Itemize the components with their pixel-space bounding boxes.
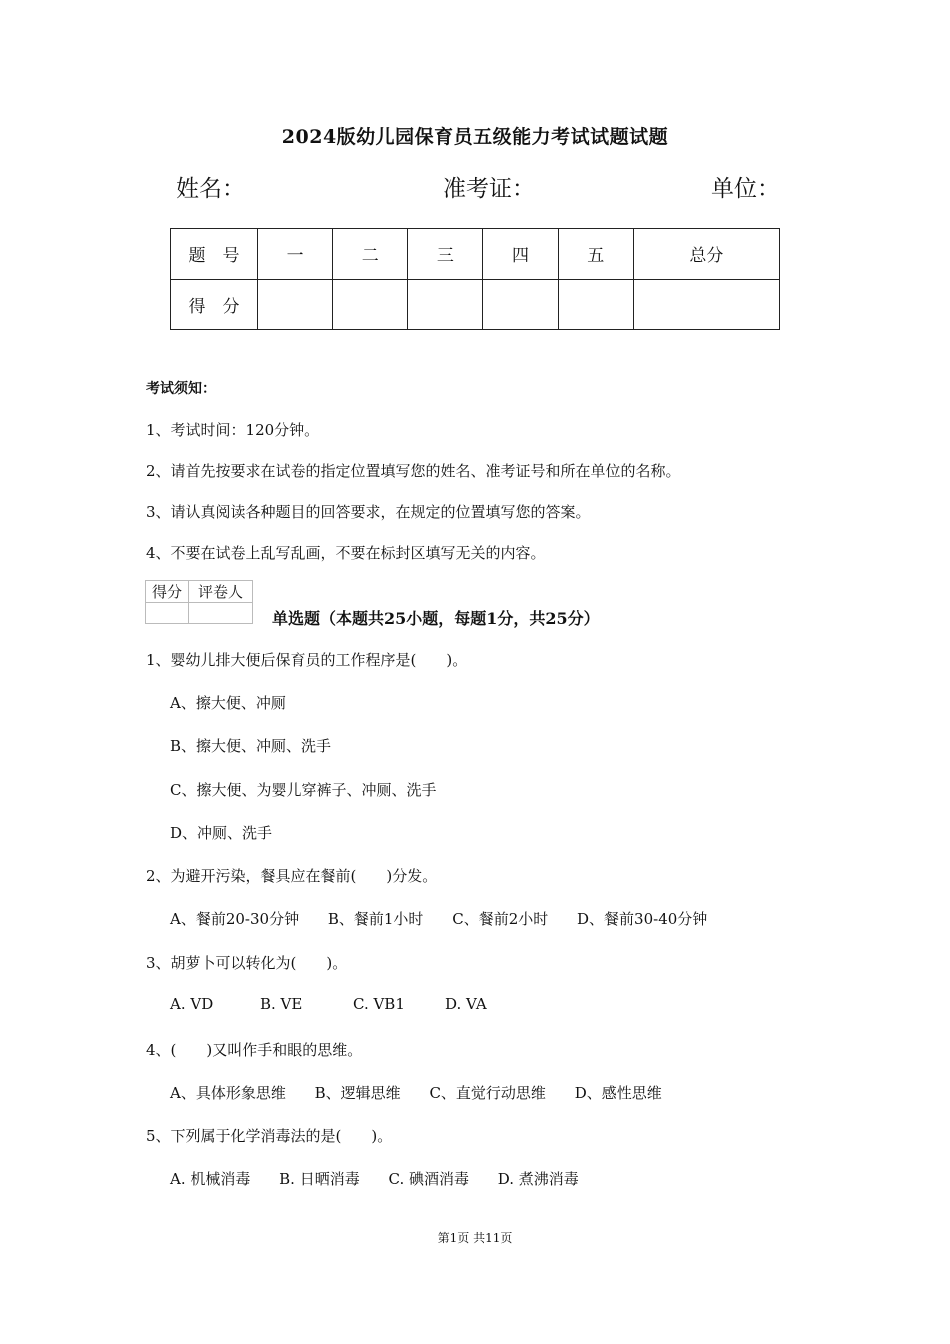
page-footer: 第1页 共11页 bbox=[437, 1231, 513, 1245]
question-option: A、擦大便、冲厕 bbox=[170, 694, 286, 712]
question-option: D. VA bbox=[445, 995, 487, 1013]
question-stem: 4、( )又叫作手和眼的思维。 bbox=[146, 1041, 363, 1059]
grader-box bbox=[145, 580, 253, 624]
question-option: A. 机械消毒 bbox=[170, 1170, 251, 1188]
question-stem: 2、为避开污染，餐具应在餐前( )分发。 bbox=[146, 867, 438, 885]
score-table-header-cell: 五 bbox=[558, 229, 633, 280]
question-option: C、直觉行动思维 bbox=[429, 1084, 546, 1102]
score-entry-cell[interactable] bbox=[558, 279, 633, 330]
question-option: A、餐前20-30分钟 bbox=[170, 910, 300, 928]
score-table-header-cell: 二 bbox=[333, 229, 408, 280]
question-stem: 1、婴幼儿排大便后保育员的工作程序是( )。 bbox=[146, 651, 468, 669]
notice-item: 4、不要在试卷上乱写乱画，不要在标封区填写无关的内容。 bbox=[146, 544, 546, 562]
exam-id-label: 准考证： bbox=[443, 176, 535, 202]
score-entry-cell[interactable] bbox=[333, 279, 408, 330]
grader-name-label: 评卷人 bbox=[189, 581, 253, 603]
question-option: A、具体形象思维 bbox=[170, 1084, 286, 1102]
grader-name-entry[interactable] bbox=[189, 603, 253, 624]
question-stem: 3、胡萝卜可以转化为( )。 bbox=[146, 954, 348, 972]
score-table-header-cell: 总分 bbox=[633, 229, 779, 280]
score-table-header-cell: 一 bbox=[258, 229, 333, 280]
question-option: C. 碘酒消毒 bbox=[388, 1170, 469, 1188]
score-entry-cell[interactable] bbox=[408, 279, 483, 330]
question-option: B、擦大便、冲厕、洗手 bbox=[170, 737, 332, 755]
notice-title: 考试须知： bbox=[146, 381, 216, 397]
question-option: C. VB1 bbox=[353, 995, 405, 1013]
score-row-label: 得 分 bbox=[171, 279, 258, 330]
score-table-header-cell: 题 号 bbox=[171, 229, 258, 280]
notice-item: 1、考试时间：120分钟。 bbox=[146, 421, 320, 439]
score-table-header-row bbox=[171, 229, 780, 280]
notice-item: 3、请认真阅读各种题目的回答要求，在规定的位置填写您的答案。 bbox=[146, 503, 591, 521]
question-options-row bbox=[170, 908, 731, 929]
question-option: B、餐前1小时 bbox=[327, 910, 424, 928]
score-table-score-row bbox=[171, 279, 780, 330]
unit-label: 单位： bbox=[711, 176, 780, 202]
score-table-header-cell: 三 bbox=[408, 229, 483, 280]
grader-score-label: 得分 bbox=[146, 581, 189, 603]
question-option: B. 日晒消毒 bbox=[279, 1170, 360, 1188]
question-option: B、逻辑思维 bbox=[314, 1084, 401, 1102]
score-entry-cell[interactable] bbox=[258, 279, 333, 330]
score-table-header-cell: 四 bbox=[483, 229, 558, 280]
question-option: B. VE bbox=[260, 995, 303, 1013]
question-option: D、餐前30-40分钟 bbox=[577, 910, 708, 928]
question-stem: 5、下列属于化学消毒法的是( )。 bbox=[146, 1127, 393, 1145]
score-entry-cell[interactable] bbox=[633, 279, 779, 330]
question-option: C、餐前2小时 bbox=[452, 910, 549, 928]
question-option: A. VD bbox=[170, 995, 214, 1013]
question-options-row bbox=[170, 1168, 603, 1189]
question-option: C、擦大便、为婴儿穿裤子、冲厕、洗手 bbox=[170, 781, 437, 799]
question-option: D、冲厕、洗手 bbox=[170, 824, 273, 842]
grader-score-entry[interactable] bbox=[146, 603, 189, 624]
score-entry-cell[interactable] bbox=[483, 279, 558, 330]
notice-item: 2、请首先按要求在试卷的指定位置填写您的姓名、准考证号和所在单位的名称。 bbox=[146, 462, 681, 480]
question-option: D、感性思维 bbox=[574, 1084, 662, 1102]
question-options-row bbox=[170, 1082, 686, 1103]
question-option: D. 煮沸消毒 bbox=[497, 1170, 579, 1188]
section-heading: 单选题（本题共25小题，每题1分，共25分） bbox=[272, 609, 600, 628]
score-table bbox=[170, 228, 780, 330]
name-label: 姓名： bbox=[176, 176, 245, 202]
document-title: 2024版幼儿园保育员五级能力考试试题试题 bbox=[281, 126, 669, 148]
